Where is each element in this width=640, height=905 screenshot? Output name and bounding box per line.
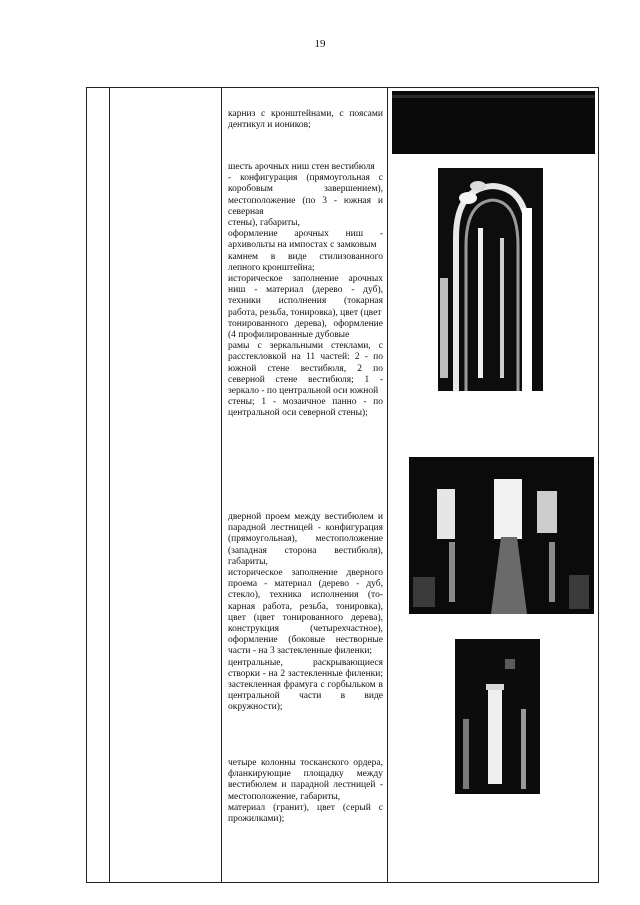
column-divider xyxy=(387,88,388,882)
page-number: 19 xyxy=(314,38,326,50)
arched-niche-photo xyxy=(438,168,543,391)
columns-photo xyxy=(455,639,540,794)
column-divider xyxy=(221,88,222,882)
cornice-photo xyxy=(392,91,595,154)
entry-cornice: карниз с кронштейнами, с поясами дентикул и иоников; xyxy=(228,109,383,131)
entry-columns: четыре колонны тосканского ордера, фланкирующие площадку между вестибюлем и парадной лестницей - местоположение, габариты, материал (гранит), цвет (серый с прожилками); xyxy=(228,758,383,825)
entry-doorway: дверной проем между вестибюлем и парадной лестницей - конфигурация (прямоугольная), местоположение (западная сторона вестибюля), габариты, историческое заполнение дверного проема - материал (дерево - дуб, стекло), техника исполнения (то-карная работа, резьба, тонировка), цвет (цвет тонированного дерева), конструкция (четырехчастное), оформление (боковые неcтворные части - на 3 застекленные филенки; центральные, раскрывающиеся створки - на 2 застекленные филенки; застекленная фрамуга с горбыльком в центральной части в виде окружности); xyxy=(228,512,383,713)
column-divider xyxy=(109,88,110,882)
heritage-table xyxy=(86,87,599,883)
entry-arched-niches: шесть арочных ниш стен вестибюля - конфигурация (прямоугольная с коробовым завершением), местоположение (по 3 - южная и северная стены), габариты, оформление арочных ниш - архивольты на импостах с замковым камнем в виде стилизованного лепного кронштейна; историческое заполнение арочных ниш - материал (дерево - дуб), техники исполнения (токарная работа, резьба, тонировка), цвет (цвет тонированного дерева), оформление (4 профилированные дубовые рамы с зеркальными стеклами, с расстекловкой на 11 частей: 2 - по южной стене вестибюля, 2 по северной стене вестибюля; 1 - зеркало - по центральной оси южной стены; 1 - мозаичное панно - по центральной оси северной стены); xyxy=(228,162,383,419)
doorway-photo xyxy=(409,457,594,614)
